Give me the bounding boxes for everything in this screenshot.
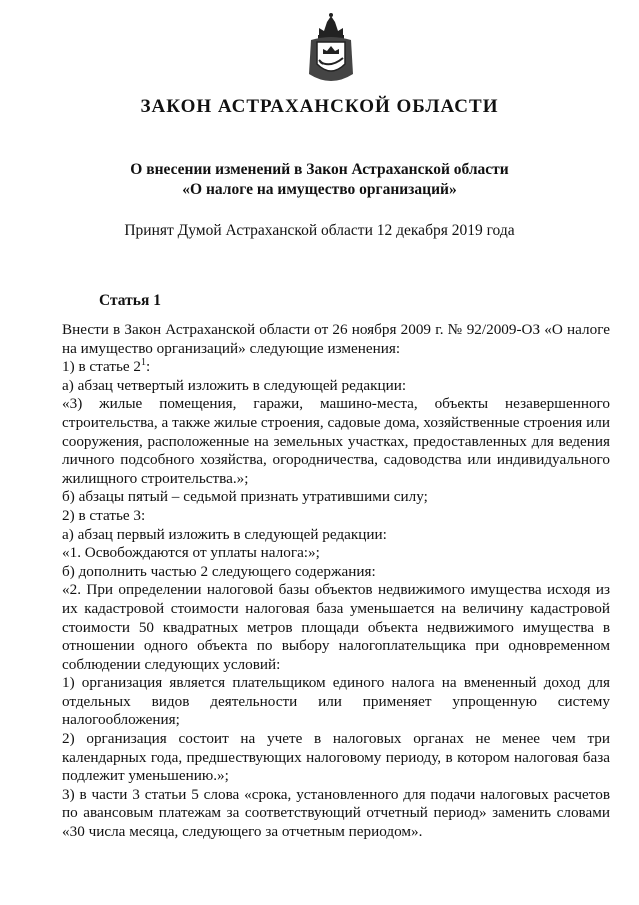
superscript: 1 xyxy=(141,357,147,369)
adoption-note: Принят Думой Астраханской области 12 декабря 2019 года xyxy=(124,222,515,239)
paragraph: а) абзац первый изложить в следующей редакции: xyxy=(62,525,387,543)
article-body xyxy=(62,321,610,842)
paragraph: б) дополнить частью 2 следующего содержания: xyxy=(62,562,376,580)
paragraph-text: Внести в Закон Астраханской области от 26 ноября 2009 г. № 92/2009-ОЗ «О налоге на имущество организаций» следующие изменения: xyxy=(62,321,610,357)
paragraph: «2. При определении налоговой базы объектов недвижимого имущества исходя из их кадастровой стоимости налоговая база уменьшается на величину кадастровой стоимости 50 квадратных метров площади объекта недвижимого имущества в отношении одного объекта по выбору налогоплательщика при одновременном соблюдении следующих условий: xyxy=(62,581,610,673)
law-title: ЗАКОН АСТРАХАНСКОЙ ОБЛАСТИ xyxy=(140,96,499,117)
paragraph-text: 1) в статье 2 xyxy=(62,358,142,376)
paragraph xyxy=(62,358,610,377)
paragraph: б) абзацы пятый – седьмой признать утратившими силу; xyxy=(62,488,428,506)
coat-of-arms-icon xyxy=(305,12,357,86)
paragraph: 3) в части 3 статьи 5 слова «срока, установленного для подачи налоговых расчетов по авансовым платежам за соответствующий отчетный период» заменить словами «30 числа месяца, следующего за отчетным периодом». xyxy=(62,785,610,841)
paragraph xyxy=(62,321,610,358)
subtitle-line: «О налоге на имущество организаций» xyxy=(182,181,457,198)
article-heading: Статья 1 xyxy=(99,292,161,309)
paragraph: 1) организация является плательщиком единого налога на вмененный доход для отдельных видов деятельности или применяет упрощенную систему налогообложения; xyxy=(62,674,610,729)
paragraph: 2) в статье 3: xyxy=(62,506,146,524)
law-subtitle xyxy=(0,160,639,200)
paragraph: «1. Освобождаются от уплаты налога:»; xyxy=(62,544,320,562)
paragraph: 2) организация состоит на учете в налоговых органах не менее чем три календарных года, предшествующих налоговому периоду, в котором налоговая база подлежит уменьшению.»; xyxy=(62,730,610,785)
paragraph-text: : xyxy=(146,358,151,376)
subtitle-line: О внесении изменений в Закон Астраханской области xyxy=(130,161,509,178)
paragraph: «3) жилые помещения, гаражи, машино-места, объекты незавершенного строительства, а также жилые строения, садовые дома, хозяйственные строения или сооружения, расположенные на земельных участках, предоставленных для ведения личного подсобного хозяйства, огородничества, садоводства или индивидуального жилищного строительства.»; xyxy=(62,395,610,487)
paragraph: а) абзац четвертый изложить в следующей редакции: xyxy=(62,376,407,394)
